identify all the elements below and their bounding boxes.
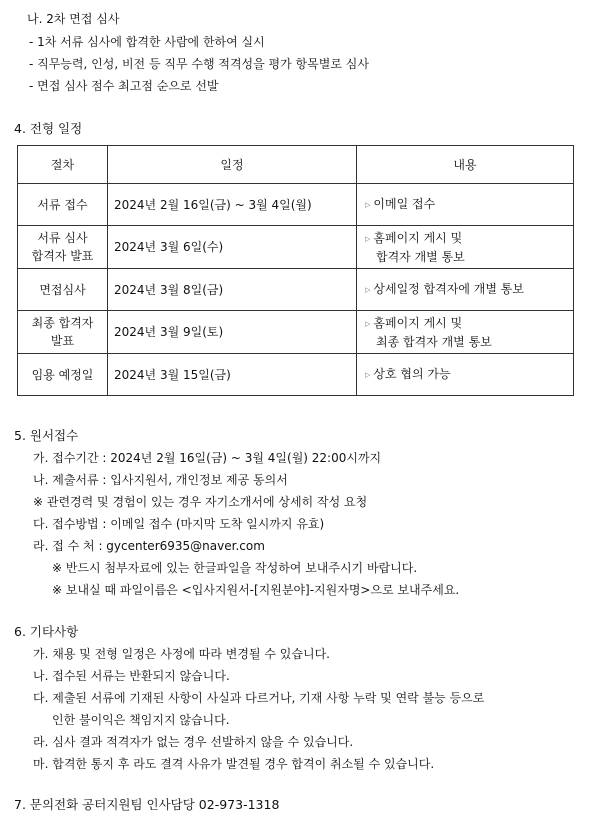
note-line: ※ 보내실 때 파일이름은 <입사지원서-[지원분야]-지원자명>으로 보내주세요. bbox=[52, 583, 460, 597]
step-cell: 임용 예정일 bbox=[18, 354, 108, 396]
notice-item: 다. 제출된 서류에 기재된 사항이 사실과 다르거나, 기재 사항 누락 및 연락 불능 등으로 bbox=[33, 691, 485, 705]
contact-line: 7. 문의전화 공터지원팀 인사담당 02-973-1318 bbox=[14, 797, 280, 812]
header-date: 일정 bbox=[108, 146, 357, 184]
content-cell: ▷ 이메일 접수 bbox=[357, 184, 574, 226]
step-cell: 서류 접수 bbox=[18, 184, 108, 226]
application-email: 라. 접 수 처 : gycenter6935@naver.com bbox=[33, 539, 265, 553]
bullet-item: - 직무능력, 인성, 비전 등 직무 수행 적격성을 평가 항목별로 심사 bbox=[29, 57, 369, 71]
triangle-bullet-icon: ▷ bbox=[365, 286, 371, 294]
step-cell: 서류 심사 합격자 발표 bbox=[18, 226, 108, 269]
subsection-title: 나. 2차 면접 심사 bbox=[27, 12, 120, 26]
triangle-bullet-icon: ▷ bbox=[365, 319, 371, 328]
notice-item: 라. 심사 결과 적격자가 없는 경우 선발하지 않을 수 있습니다. bbox=[33, 735, 354, 749]
notice-item-continued: 인한 불이익은 책임지지 않습니다. bbox=[52, 713, 230, 727]
content-cell: ▷ 상호 협의 가능 bbox=[357, 354, 574, 396]
content-cell: ▷ 상세일정 합격자에 개별 통보 bbox=[357, 269, 574, 311]
required-documents: 나. 제출서류 : 입사지원서, 개인정보 제공 동의서 bbox=[33, 473, 288, 487]
notice-item: 마. 합격한 통지 후 라도 결격 사유가 발견될 경우 합격이 취소될 수 있습니다. bbox=[33, 757, 435, 771]
bullet-item: - 면접 심사 점수 최고점 순으로 선발 bbox=[29, 79, 219, 93]
content-cell: ▷ 홈페이지 게시 및 합격자 개별 통보 bbox=[357, 226, 574, 269]
note-line: ※ 관련경력 및 경험이 있는 경우 자기소개서에 상세히 작성 요청 bbox=[33, 495, 368, 509]
header-content: 내용 bbox=[357, 146, 574, 184]
notice-item: 나. 접수된 서류는 반환되지 않습니다. bbox=[33, 669, 230, 683]
step-cell: 최종 합격자 발표 bbox=[18, 311, 108, 354]
application-method: 다. 접수방법 : 이메일 접수 (마지막 도착 일시까지 유효) bbox=[33, 517, 325, 531]
table-row bbox=[18, 226, 574, 269]
section-title: 6. 기타사항 bbox=[14, 624, 79, 639]
date-cell: 2024년 3월 9일(토) bbox=[108, 311, 357, 354]
triangle-bullet-icon: ▷ bbox=[365, 234, 371, 243]
date-cell: 2024년 3월 8일(금) bbox=[108, 269, 357, 311]
section-title: 4. 전형 일정 bbox=[14, 121, 83, 136]
application-period: 가. 접수기간 : 2024년 2월 16일(금) ~ 3월 4일(월) 22:00시까지 bbox=[33, 451, 382, 465]
schedule-table bbox=[17, 145, 574, 396]
step-cell: 면접심사 bbox=[18, 269, 108, 311]
table-row bbox=[18, 184, 574, 226]
date-cell: 2024년 3월 6일(수) bbox=[108, 226, 357, 269]
content-cell: ▷ 홈페이지 게시 및 최종 합격자 개별 통보 bbox=[357, 311, 574, 354]
table-header-row bbox=[18, 146, 574, 184]
section-title: 5. 원서접수 bbox=[14, 428, 79, 443]
table-row bbox=[18, 311, 574, 354]
date-cell: 2024년 3월 15일(금) bbox=[108, 354, 357, 396]
triangle-bullet-icon: ▷ bbox=[365, 371, 371, 379]
note-line: ※ 반드시 첨부자료에 있는 한글파일을 작성하여 보내주시기 바랍니다. bbox=[52, 561, 418, 575]
table-row bbox=[18, 269, 574, 311]
date-cell: 2024년 2월 16일(금) ~ 3월 4일(월) bbox=[108, 184, 357, 226]
notice-item: 가. 채용 및 전형 일정은 사정에 따라 변경될 수 있습니다. bbox=[33, 647, 330, 661]
table-row bbox=[18, 354, 574, 396]
triangle-bullet-icon: ▷ bbox=[365, 201, 371, 209]
header-step: 절차 bbox=[18, 146, 108, 184]
bullet-item: - 1차 서류 심사에 합격한 사람에 한하여 실시 bbox=[29, 35, 265, 49]
